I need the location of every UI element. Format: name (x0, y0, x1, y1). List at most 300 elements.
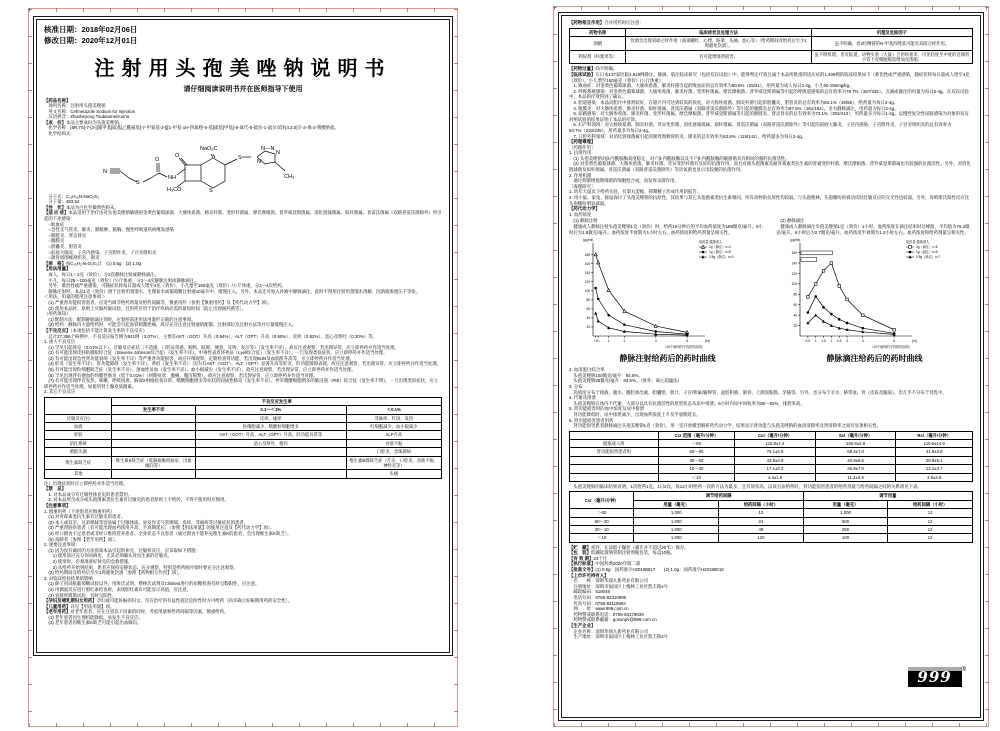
renal-col-header (570, 431, 659, 439)
text-line: 1. 重大不良反应 (44, 339, 76, 345)
table-row (570, 50, 973, 64)
svg-text:160: 160 (791, 251, 797, 256)
text-line: 【批准文号】(1) 0.5g：国药准字H20188017 (2) 1.0g：国药准字H20188018 (569, 567, 724, 573)
text-line: (2) 给药：静脉内大量给药时，可能会引起血管刺激性痛，故应充分注意注射液的配制、注射部位及注射方法等并尽量缓慢注入。 (44, 322, 297, 328)
svg-text:给药量 健康成人: 给药量 健康成人 (905, 240, 929, 245)
text-line: 通过抑制增殖期细菌的细胞壁合成，而发挥杀菌作用。 (569, 178, 679, 184)
text-line: 静脉注射时，本品1克（效价）溶于注射用蒸馏水、生理盐水或葡萄糖注射液10毫升中，缓慢注入。另外，本品还可加入补液中静脉滴注，此时不得用注射用蒸馏水溶解，因溶液渗透压不等张。 (44, 288, 421, 294)
table-cell: 饮酒会出现双硫仑样作用（面部潮红、心悸、眩晕、头痛、恶心等）［给药期间及给药后至少1周避免饮酒］。 (626, 36, 811, 50)
svg-text:N—N: N—N (261, 145, 275, 152)
svg-text:1g（滴注）n=6: 1g（滴注）n=6 (915, 250, 938, 255)
table-cell (195, 470, 346, 478)
text-line: 邮政编码：518049 (569, 589, 610, 595)
table-row (570, 440, 973, 448)
adr-col-header: ＜0.1% (346, 406, 441, 414)
renal-col-header: Scl（毫升/分钟） (815, 431, 896, 439)
text-line: 药物警戒联系电话：0755-83179039 (569, 611, 644, 617)
interaction-col-header: 药物名称 (570, 28, 626, 36)
document-subtitle: 请仔细阅读说明书并在医师指导下使用 (183, 85, 303, 93)
text-line: (1) 严重肾功能损害患者，应适当调节给药剂量及给药间隔等，慎重用药（参照【慎重用药】及【药代动力学】项）。 (44, 299, 273, 305)
text-line: 5. 肾功能损害时的血中浓度及尿中排泄 (569, 406, 645, 412)
svg-text:0.5: 0.5 (805, 339, 810, 344)
text-line: 1. 幼年大鼠皮下给药实验，有睾丸萎缩、抑制精子形成作用的报告。 (569, 189, 702, 195)
svg-text:(hr): (hr) (911, 339, 917, 344)
svg-text:S: S (238, 154, 242, 161)
text-line: 4. 代谢及排泄 (569, 395, 596, 401)
text-line: 汉语拼音：Zhusheyong Toubaomeizuona (44, 114, 130, 120)
text-line: (7) 有可能出现伴有发热、咳嗽、呼吸困难、胸部X射线检查异常、嗜酸细胞增多等症状的间质性肺炎（发生率不详）、伴有嗜酸细胞增多的肺浸润（PIE）综合征（发生率不明）。一旦出现类似症状，应立即停药并作适当处理，如使用肾上腺皮质激素。 (44, 378, 439, 389)
svg-text:80: 80 (793, 292, 797, 297)
edge-ticks (454, 9, 458, 726)
table-cell: AST（GOT）升高、ALT（GPT）升高、肝功能异常等 (195, 431, 346, 439)
text-line: ○败血症 (44, 221, 65, 227)
svg-text:1: 1 (607, 339, 610, 344)
page-1 (28, 8, 458, 727)
table-cell: ＞60 (570, 509, 634, 517)
table-cell: 26.9±7.0 (815, 465, 896, 473)
drug-interaction-table (569, 28, 973, 65)
text-line: 【有 效 期】24个月 (569, 555, 608, 561)
table-cell (570, 473, 659, 481)
table-row (45, 414, 442, 422)
text-line: 2. 重要注意事项： (44, 542, 80, 548)
dose-sub-header: 给药间隔（小时） (719, 500, 804, 508)
edge-ticks (28, 9, 32, 726)
table-cell: 血液 (45, 423, 112, 431)
text-line: 【不良反应】（本项包括不能计算发生率的不良反应） (44, 327, 148, 333)
svg-text:2.5: 2.5 (836, 339, 842, 344)
table-cell: 48 (719, 525, 804, 533)
table-cell: 1,000 (634, 525, 719, 533)
svg-text:2: 2 (622, 339, 625, 344)
table-cell: 菌群失调 (45, 448, 112, 456)
table-cell: 76.1±2.8 (735, 448, 816, 456)
text-line: 企业名称：深圳华润九新药业有限公司 (569, 628, 649, 634)
svg-text:0.5g（滴注）n=7: 0.5g（滴注）n=7 (915, 255, 940, 260)
table-cell: 3.9±2.8 (896, 473, 973, 481)
table-cell: 12 (719, 509, 804, 517)
svg-text:NaO₂C: NaO₂C (200, 145, 218, 152)
table-cell: 消化系统 (45, 439, 112, 447)
svg-text:140: 140 (584, 271, 590, 276)
text-line: 总计27,356个病例中，不良反应报告例为841例（3.07%），主要有AST（GOT）升高（0.94%）、ALT（GPT）升高（0.90%）、皮疹（0.82%）、恶心及呕吐（0.20%）等。 (44, 333, 377, 339)
svg-text:60: 60 (586, 307, 590, 312)
table-cell: 41.9±3.8 (896, 448, 973, 456)
svg-text:O: O (175, 152, 180, 159)
table-cell: 30～10 (570, 525, 634, 533)
text-line: 2. 血清蛋白结合率 (569, 367, 605, 373)
svg-text:NH: NH (168, 174, 176, 181)
table-cell: ALP升高 (346, 431, 441, 439)
text-line: 【用法用量】 (44, 266, 71, 272)
dose-sub-header: 用量（毫克） (803, 500, 888, 508)
dose-col-header: 调节用量 (803, 492, 972, 500)
text-line: 电话号码：0755-83310999 (569, 594, 627, 600)
table-cell: 115.8±7.4 (735, 440, 816, 448)
text-line: 【生产企业】 (569, 622, 596, 628)
svg-text:S: S (209, 187, 213, 194)
text-line: ○前庭大腺炎、子宫内感染、子宫附件炎、子宫旁组织炎 (44, 249, 157, 255)
table-cell: 12 (888, 509, 973, 517)
text-line: ○腹膜炎 (44, 238, 65, 244)
text-line: ［药理作用］ (569, 144, 596, 150)
text-line: (1) 罕见引起休克（0.01%以下）、过敏反应症状（不适感、口腔异常感、喘鸣、眩晕、便意、耳鸣、发汗等）（发生率不详）。故应注意观察，若出现异常，应立即停药并作适当处理。 (44, 344, 399, 350)
chemical-structure-image (99, 138, 331, 194)
table-row (45, 431, 442, 439)
table-cell: 有可能增强肾损害。 (626, 50, 811, 64)
text-line: ＜用法、用量的使用注意事项＞ (44, 294, 106, 300)
text-line: ○颌骨周围蜂窝织炎、颌炎 (44, 255, 100, 261)
table-cell: 12 (888, 517, 973, 525)
table-row (570, 465, 973, 473)
text-line: 头孢美唑钠100微克/毫升：84.8%。 (569, 372, 643, 378)
left-body-1 (44, 205, 442, 395)
text-line: 化学结构式： (44, 131, 75, 137)
table-cell (112, 414, 195, 422)
edge-ticks (553, 7, 557, 726)
table-cell: 利尿剂（呋塞米等） (570, 50, 626, 64)
svg-text:180: 180 (584, 253, 590, 258)
svg-text:60: 60 (793, 303, 797, 308)
table-cell: 虽不明确，但3位侧链的N-甲基四唑基可能有双硫仑样作用。 (811, 36, 972, 50)
table-cell: 60～90 (658, 448, 735, 456)
renal-col-header: Rcl（毫升/分钟） (896, 431, 973, 439)
table-row (570, 36, 973, 50)
table-row (45, 448, 442, 456)
text-line: (2) 老年患者因维生素K缺乏可能引起出血倾向。 (44, 620, 142, 626)
text-line: 1. 抗菌作用 (569, 150, 592, 156)
right-body-1 (569, 66, 973, 217)
table-cell: 其他 (45, 470, 112, 478)
iv-chart-caption: 静脉注射给药后的药时曲线 (619, 354, 716, 364)
infusion-chart-caption: 静脉滴注给药后的药时曲线 (826, 354, 923, 364)
table-row (45, 423, 442, 431)
svg-text:S: S (136, 179, 140, 186)
svg-text:（10个病例的平均药时曲线）: （10个病例的平均药时曲线） (869, 345, 912, 350)
text-line: 3) 从给药开始到结束，患者应保持安静状态，充分观察，特别是给药刚开始时要充分注意观察。 (44, 564, 238, 570)
adverse-reaction-table (44, 397, 442, 479)
svg-text:⅙: ⅙ (593, 339, 597, 344)
text-line: 1. 血药浓度 (569, 211, 592, 217)
text-line: 【贮 藏】密封，在凉暗干燥处（避光并不超过20℃）保存。 (569, 544, 689, 550)
svg-text:4: 4 (861, 339, 864, 344)
text-line: 1. 败血症：对金黄色葡萄球菌、大肠埃希菌、肺炎杆菌引起的败血症的总有效率为80.6%（25/31），用药量为成人每日2-4g，小儿50-150mg/kg。 (569, 83, 854, 89)
text-line: (1) 头孢美唑钠对β-内酰胺酶高度稳定，对产β-内酰胺酶以及不产β-内酰胺酶的敏感菌具有相同的强的抗菌活性。 (569, 155, 790, 161)
text-line: 头孢美唑钠在体内不代谢，大部分以具有抗菌活性的原型状态从尿中排泄。6小时内尿中回收率为85～92%，排泄率高。 (569, 400, 805, 406)
table-cell: ＞90 (658, 440, 735, 448)
svg-text:20: 20 (586, 325, 590, 330)
interaction-col-header: 临床症状及处理方法 (626, 28, 811, 36)
svg-text:6: 6 (892, 339, 895, 344)
text-line: (3) 有可能出现急性肾功能衰竭（发生率不详）等严重肾功能损害，故应仔细观察，定期检查肾功能，若出现BUN及血肌酐升高等，应立即停药并作适当处理。 (44, 355, 355, 361)
table-cell: 30～60 (658, 456, 735, 464)
text-line: (1) 配制方法：配制静脉滴注剂时，应参照前述用法用量栏记载的注意事项。 (44, 316, 196, 322)
text-line: 另外，难治性或严重感染，可随症状将每日量成人增至4克（效价）、小儿增至150毫克（效价）/公斤体重，分2～4次给药。 (44, 283, 286, 289)
table-cell: 500 (803, 517, 888, 525)
text-line: 2) 使用时，必须准备好休克的急救措施。 (44, 558, 133, 564)
text-line: 分子量：493.52 (44, 199, 80, 205)
text-line: 3. 分布 (569, 383, 583, 389)
text-line: 【禁 忌】 (44, 486, 66, 492)
revision-date: 修改日期：2020年12月01日 (44, 36, 138, 46)
table-cell: 69.4±7.0 (815, 448, 896, 456)
table-row (570, 517, 973, 525)
table-cell: 250 (803, 525, 888, 533)
dose-col-header: 调节给药间隔 (634, 492, 803, 500)
page-2 (553, 6, 989, 727)
table-cell: 健康成人组 (570, 440, 659, 448)
table-cell: 肾功能损害患者组 (570, 448, 659, 456)
svg-text:100: 100 (791, 282, 797, 287)
table-cell: 110.6±14.9 (896, 440, 973, 448)
brand-999-logo: 999 (908, 667, 962, 687)
svg-text:6: 6 (685, 339, 688, 344)
text-line: 注册地址：深圳市福田区上梅林工业区凯丰路2号 (569, 583, 669, 589)
text-line: 6. 肾功能损害患者用药 (569, 417, 614, 423)
table-row (45, 470, 442, 478)
interaction-col-header: 机理及危险因子 (811, 28, 972, 36)
table-cell (112, 439, 195, 447)
table-cell: 17.1±2.3 (735, 465, 816, 473)
dose-sub-header: 用量（毫克） (634, 500, 719, 508)
table-cell: ＜10 (658, 473, 735, 481)
table-cell: 维生素B群缺乏症（舌炎、口腔炎、食欲不振、神经炎等） (346, 456, 441, 470)
table-cell: 11.2±3.9 (815, 473, 896, 481)
table-cell: 100 (803, 534, 888, 542)
svg-text:100: 100 (584, 289, 590, 294)
text-line: (1) 除了用试纸葡萄糖试验以外，用班氏试剂、费林氏试剂及Clinitest进行的尿糖检查有时呈假阳性，应注意。 (44, 581, 260, 587)
renal-col-header: Ccr 范围（毫升/分钟） (658, 431, 735, 439)
svg-text:(hr): (hr) (704, 339, 710, 344)
text-line: (4) 肝炎（发生率不详）、肝功能障碍（发生率不详）、黄疸（发生率不详）：因为有AST（GOT）、ALT（GPT）显著升高等肝炎、肝功能障碍表现，故应注意观察，若出现异常，应立即停药并作适当处理。 (44, 361, 442, 367)
svg-text:40: 40 (586, 316, 590, 321)
molecular-formula (44, 194, 442, 205)
svg-text:2: 2 (829, 339, 832, 344)
table-cell: 12.1±3.7 (896, 465, 973, 473)
text-line: (1) 因为没有确切的方法预知本品引起的休克、过敏样反应，应采取如下措施： (44, 547, 200, 553)
text-line: 【性 状】本品为白色至微黄色粉末。 (44, 204, 119, 210)
table-cell (570, 456, 659, 464)
page-2-frame (561, 15, 981, 718)
svg-text:N: N (257, 158, 261, 165)
text-line: 网 址：www.999.com.cn (569, 606, 629, 612)
text-line: (6) 罕见出现伴有便血的伪膜性肠炎（低于0.01%）（初期症状：腹痛、腹泻频繁）。故应注意观察，若出现异常，应立即停药并作适当处理。 (44, 372, 318, 378)
text-line: (5) 高龄者［参照【老年用药】项］。 (44, 536, 119, 542)
table-cell: 60～30 (570, 517, 634, 525)
svg-text:O: O (155, 156, 160, 163)
table-cell (570, 465, 659, 473)
text-line: 1. 慎重用药（下述患者应慎重用药） (44, 508, 115, 514)
table-cell: 1,000 (634, 517, 719, 525)
table-cell: 120 (719, 534, 804, 542)
text-line: 【药代动力学】 (569, 206, 600, 212)
svg-text:160: 160 (584, 262, 590, 267)
text-line: 【孕妇及哺乳期妇女用药】孕妇或可能妊娠的妇女，仅在治疗的有益性超过危险性时方可给药［尚未确立妊娠期用药的安全性］。 (44, 598, 293, 604)
text-line: (1) 静脉注射 (569, 218, 598, 224)
text-line: (5) 有可能出现粒细胞缺乏症（发生率不详）、溶血性贫血（发生率不详）、血小板减少（发生率不详），故应注意观察，若出现异常，应立即停药并作适当处理。 (44, 367, 356, 373)
text-line: 2. 对本品所含成分或头孢菌素类抗生素有过敏史的患者原则上不给药，不得不使用时应慎用。 (44, 497, 229, 503)
table-cell: 粒细胞减少、嗜酸粒细胞增多 (195, 423, 346, 431)
text-line: 健康成人静脉注射头孢美唑钠1克（效价）时，给药10分钟后的平均血药浓度为188微克/毫升。6小时后为1.9微克/毫升。血药浓度半衰期为1小时左右。血药浓度和给药剂量呈相关性。 (569, 224, 763, 235)
text-line: 【上市许可持有人】 (569, 572, 609, 578)
registered-trademark-icon: ® (961, 667, 966, 673)
text-line: 传真号码：0755-83119694 (569, 600, 626, 606)
brand-logo-area (908, 667, 966, 687)
renal-col-header: Ccr（毫升/分钟） (735, 431, 816, 439)
svg-text:80: 80 (586, 298, 590, 303)
table-cell: 虽不明机理，但有报道，动物实验（大鼠）合用呋塞米，可见轻度至中度的近端肾小管上皮细胞脱落增加及浓缩。 (811, 50, 972, 64)
table-cell: 12 (888, 534, 973, 542)
text-line: 【成 份】本品主要成份为头孢美唑钠。 (44, 119, 124, 125)
svg-text:4: 4 (654, 339, 657, 344)
table-row (45, 439, 442, 447)
table-cell: 43.8±4.9 (735, 456, 816, 464)
text-line: 【药物相互作用】合并用药时应注意： (569, 20, 644, 25)
table-cell: 肝脏 (45, 431, 112, 439)
table-row (570, 534, 973, 542)
table-cell: 口腔炎、念珠菌病 (346, 448, 441, 456)
table-cell: 头痛 (346, 470, 441, 478)
text-line: 2. 作用机理 (569, 172, 592, 178)
text-line: 药物警戒联系邮箱：gosunpv@999.com.cn (569, 617, 657, 623)
table-cell: 160.8±2.9 (815, 440, 896, 448)
table-cell (112, 470, 195, 478)
table-cell: 10～30 (658, 465, 735, 473)
svg-text:CH₃: CH₃ (284, 173, 295, 180)
text-line: 2. 呼吸系统感染：对金黄色葡萄球菌、大肠埃希菌、肺炎杆菌、变形杆菌属、摩氏摩根菌、普罗威登斯菌属等引起的呼吸道感染的总有效率为79.7%（267/335）。点滴或静注的用量为每日2-4g。在双盲试验中，本品的疗效得到了确认。 (569, 88, 969, 100)
left-body-2 (44, 481, 442, 626)
text-line: 高浓度分布于痰液、腹水、腹腔渗出液、胆囊壁、胆汁、子宫/卵巢/输卵管、盆腔积液、颌骨、上颌窦粘膜、牙龈等。另外，也分布于羊水、脐带血、骨（皮质及髓质），但几乎不分布于母乳中。 (569, 389, 947, 395)
table-cell: 维生素K缺乏症（低凝血酶原血症、出血倾向等） (112, 456, 195, 470)
adr-col-header: 发生率不详 (112, 406, 195, 414)
table-cell (195, 456, 346, 470)
text-line: 头孢美唑钠的临床结果表明，1次给药1克，1日2次，每12小时给药一次的方法为最多，且有效率高。以该方法给药时，肾功能损害患者的给药剂量与给药间隔之间的关系请见下表。 (569, 483, 922, 489)
text-line: ○膀胱炎、肾盂肾炎 (44, 232, 87, 238)
svg-text:给药量 健康成人: 给药量 健康成人 (698, 240, 722, 245)
table-cell: 皮疹、瘙痒 (195, 414, 346, 422)
pk-infusion-column (776, 218, 973, 367)
text-line: 【规 格】按C₁₅H₁₇N₇O₅S₃计 (1) 0.5g (2) 1.0g (44, 260, 141, 266)
svg-text:⅓: ⅓ (596, 339, 600, 344)
text-line: ［毒理研究］ (569, 183, 596, 189)
text-line: 健康成人静脉滴注头孢美唑钠1克（效价）1小时，血药浓度在滴注结束时达峰值，平均值为76.2微克/毫升。6小时后为2.7微克/毫升。血药浓度半衰期为1.2小时左右。血药浓度和给药剂量呈相关性。 (776, 224, 970, 235)
table-row (570, 525, 973, 533)
svg-text:2g（静注）n=4: 2g（静注）n=4 (708, 245, 731, 250)
table-cell (195, 448, 346, 456)
text-line: （用药须知） (44, 311, 71, 317)
text-line: 注）出现症状时应立即停药并作适当处理。 (44, 480, 128, 486)
edge-ticks (985, 7, 989, 726)
text-line: 3. 胆道感染：本品向胆汁中排泄较好，在胆汁内可达到较高的浓度。对大肠埃希菌、肺炎杆菌引起的胆囊炎、胆管炎的总有效率为83.1%（49/59），给药量为每日2-4g。 (569, 99, 899, 105)
text-line: 【药理毒理】 (569, 139, 596, 145)
svg-text:(μg/ml): (μg/ml) (582, 238, 593, 243)
text-line: 【儿童用药】详见【用法用量】项。 (44, 603, 115, 609)
text-line: 4. 腹膜炎：对大肠埃希菌、肺炎杆菌、拟杆菌属、普雷沃菌属（双路普雷沃菌除外）等引起的腹膜炎总有效率为87.5%（161/184）。多为静脉滴注，用药量为每日2-4g。 (569, 105, 899, 111)
table-cell: 酒精 (570, 36, 626, 50)
text-line: 3. 对临床检验结果的影响 (44, 575, 93, 581)
table-cell: ＜10 (570, 534, 634, 542)
text-line: 化学名称：[6R,7S]-7-[2-[[氰甲基]硫基]乙酰氨基]-7-甲氧基-3-[[[1-甲基-1H-四氮唑-5-基]硫基]甲基]-8-氧代-5-硫杂-1-氮杂双环[4.2.0]辛-2-烯-2-羧酸钠盐。 (44, 125, 339, 131)
text-line: 生产地址：深圳市福田区上梅林工业区凯丰路2号 (569, 634, 669, 640)
table-cell: 维生素缺乏症 (45, 456, 112, 470)
adr-col-header: 0.1～＜1% (195, 406, 346, 414)
table-cell (112, 431, 195, 439)
text-line: (2) 给药期间及给药后至少1周避免饮酒［参照【药物相互作用】项］。 (44, 570, 183, 576)
table-cell: 40.9±8.6 (815, 456, 896, 464)
table-cell: 24 (719, 517, 804, 525)
text-line: 【药物过量】尚不明确。 (569, 66, 618, 72)
table-row (570, 509, 973, 517)
text-line: 7. 口腔外科领域：对消化链球菌属引起的颌周围蜂窝织炎、颌炎的总有效率为83.8%（119/142）。给药量多为每日2-4g。 (569, 133, 807, 139)
text-line: 成人，每日1～2克（效价），分2次静脉注射或静脉滴注。 (44, 271, 159, 277)
text-line: 分子式：C₁₅H₁₆N₇NaO₅S₃ (44, 193, 99, 199)
drug-name-section (44, 98, 442, 137)
document-title: 注射用头孢美唑钠说明书 (94, 57, 392, 80)
text-line: 肾功能降低时，尿中排泄减少，出现血药浓度上升及半衰期延长。 (569, 411, 701, 417)
text-line: 2. 用小鼠、家兔、豚鼠探讨了头孢美唑钠的抗原性，其结果与其它头孢菌素类抗生素相同，所有动物的抗原性均较弱。与头孢唑林、头孢噻吩的被动皮肤过敏反应的交叉性也较弱。另外，库姆斯氏阳性反应比头孢噻吩明显减弱。 (569, 195, 970, 206)
svg-text:(μg/ml): (μg/ml) (789, 238, 800, 243)
dose-sub-header: 给药间隔（小时） (888, 500, 973, 508)
svg-text:1.5: 1.5 (820, 339, 826, 344)
pk-charts-section (569, 218, 973, 367)
text-line: (3) 直接库姆斯试验，有时呈阳性。 (44, 592, 117, 598)
text-line: 【老年用药】对老年患者，应在注意以下因素的同时，考虑用量和给药间隔等因素，慎重给药。 (44, 609, 229, 615)
text-line: 【适 应 症】本品适用于治疗由对头孢美唑钠敏感的金黄色葡萄球菌、大肠埃希菌、肺炎杆菌、变形杆菌属、摩氏摩根菌、普罗威登斯菌属、消化链球菌属、拟杆菌属、普雷沃菌属（双路普雷沃菌除外）所引起的下述感染： (44, 210, 442, 222)
text-line: 【包 装】低硼硅玻璃管制注射剂瓶包装，每盒10瓶。 (569, 550, 675, 556)
text-line: 6. 妇产科领域：对大肠埃希菌、肺炎杆菌、奇异变形菌、消化链球菌属、拟杆菌属、普雷沃菌属（双路普雷沃菌除外）等引起的前庭大腺炎、子宫内感染、子宫附件炎、子宫旁组织炎的总有效率为94.7%（232/245），用药量多为每日2-4g。 (569, 122, 952, 133)
right-body-2 (569, 367, 973, 429)
right-body-3 (569, 545, 973, 640)
text-line: (2) 用偶氮反应进行胆红素检查时，表现胆红素有可能显示高值，应注意。 (44, 586, 192, 592)
table-cell: 过敏反应注) (45, 414, 112, 422)
svg-text:2g（滴注）n=6: 2g（滴注）n=6 (915, 245, 938, 250)
dose-col-header: Ccr（毫升/分钟） (570, 492, 634, 509)
svg-text:N: N (103, 168, 107, 175)
dose-adjustment-table (569, 491, 973, 542)
text-line: (3) 严重肾脏疾患者［有可能出现血药浓度升高、半衰期延长］（参照【用法用量】的使用注意及【药代动力学】项）。 (44, 525, 275, 531)
svg-text:N: N (276, 149, 280, 156)
text-line: 英文名称：Cefmetazole Sodium for Injection (44, 108, 136, 114)
svg-text:40: 40 (793, 313, 797, 318)
svg-text:H₃CO: H₃CO (167, 186, 182, 193)
text-line: (2) 对金黄色葡萄球菌、大肠埃希菌、肺炎杆菌、奇异变形杆菌有良好的抗菌作用，而且对耐头孢菌素及耐青霉素类抗生素的普通变形杆菌、摩氏摩根菌、普罗威登斯菌属也有较强的抗菌活性。另外，对消化链球菌及拟杆菌属、普雷沃菌属（双路普雷沃菌除外）等厌氧菌也显示出较强的抗菌作用。 (569, 161, 971, 173)
text-line: 1) 使用前应充分询问病史，尤其必须确认对抗生素的过敏史。 (44, 553, 173, 559)
svg-text:（10个病例的平均药时曲线）: （10个病例的平均药时曲线） (662, 345, 705, 350)
svg-text:3: 3 (845, 339, 848, 344)
text-line: 1. 对本品成分有过敏性休克史的患者禁用。 (44, 491, 133, 497)
table-cell: 12 (888, 525, 973, 533)
table-cell: 29.9±5.1 (896, 456, 973, 464)
adr-empty-header (45, 398, 112, 415)
page-1-frame (36, 19, 450, 653)
adr-table-title: 不良反应发生率 (112, 398, 442, 406)
svg-text:140: 140 (791, 261, 797, 266)
table-cell: 恶心及呕吐、腹泻 (195, 439, 346, 447)
svg-text:120: 120 (584, 280, 590, 285)
table-cell: 1,000 (634, 509, 719, 517)
table-cell (112, 423, 195, 431)
text-line: 【执行标准】中国药典2020年版二部 (569, 561, 641, 567)
text-line: (2) 使用本品时，原则上应做药敏试验，且用药应用于治疗疾病必需的最短时间［防止出现耐药菌等］。 (44, 305, 246, 311)
text-line: (2) 有可能出现皮肤粘膜眼综合征（Stevens-Johnson综合征）（发生率不详）、中毒性表皮坏死症（Lyell综合征）（发生率不详）。一旦发现类似症状，应立即停药并作适当处理。 (44, 350, 388, 356)
table-cell (112, 448, 195, 456)
text-line: 通用名称：注射用头孢美唑钠 (44, 103, 106, 109)
dose-adjust-note (569, 484, 973, 490)
text-line: 名 称：深圳华润九新药业有限公司 (569, 578, 649, 584)
text-line: 头孢美唑钠25微克/毫升：83.6%。（体外，离心超滤法） (569, 378, 682, 384)
text-line: ○胆囊炎、胆管炎 (44, 244, 82, 249)
text-line: 【注意事项】 (44, 503, 71, 508)
